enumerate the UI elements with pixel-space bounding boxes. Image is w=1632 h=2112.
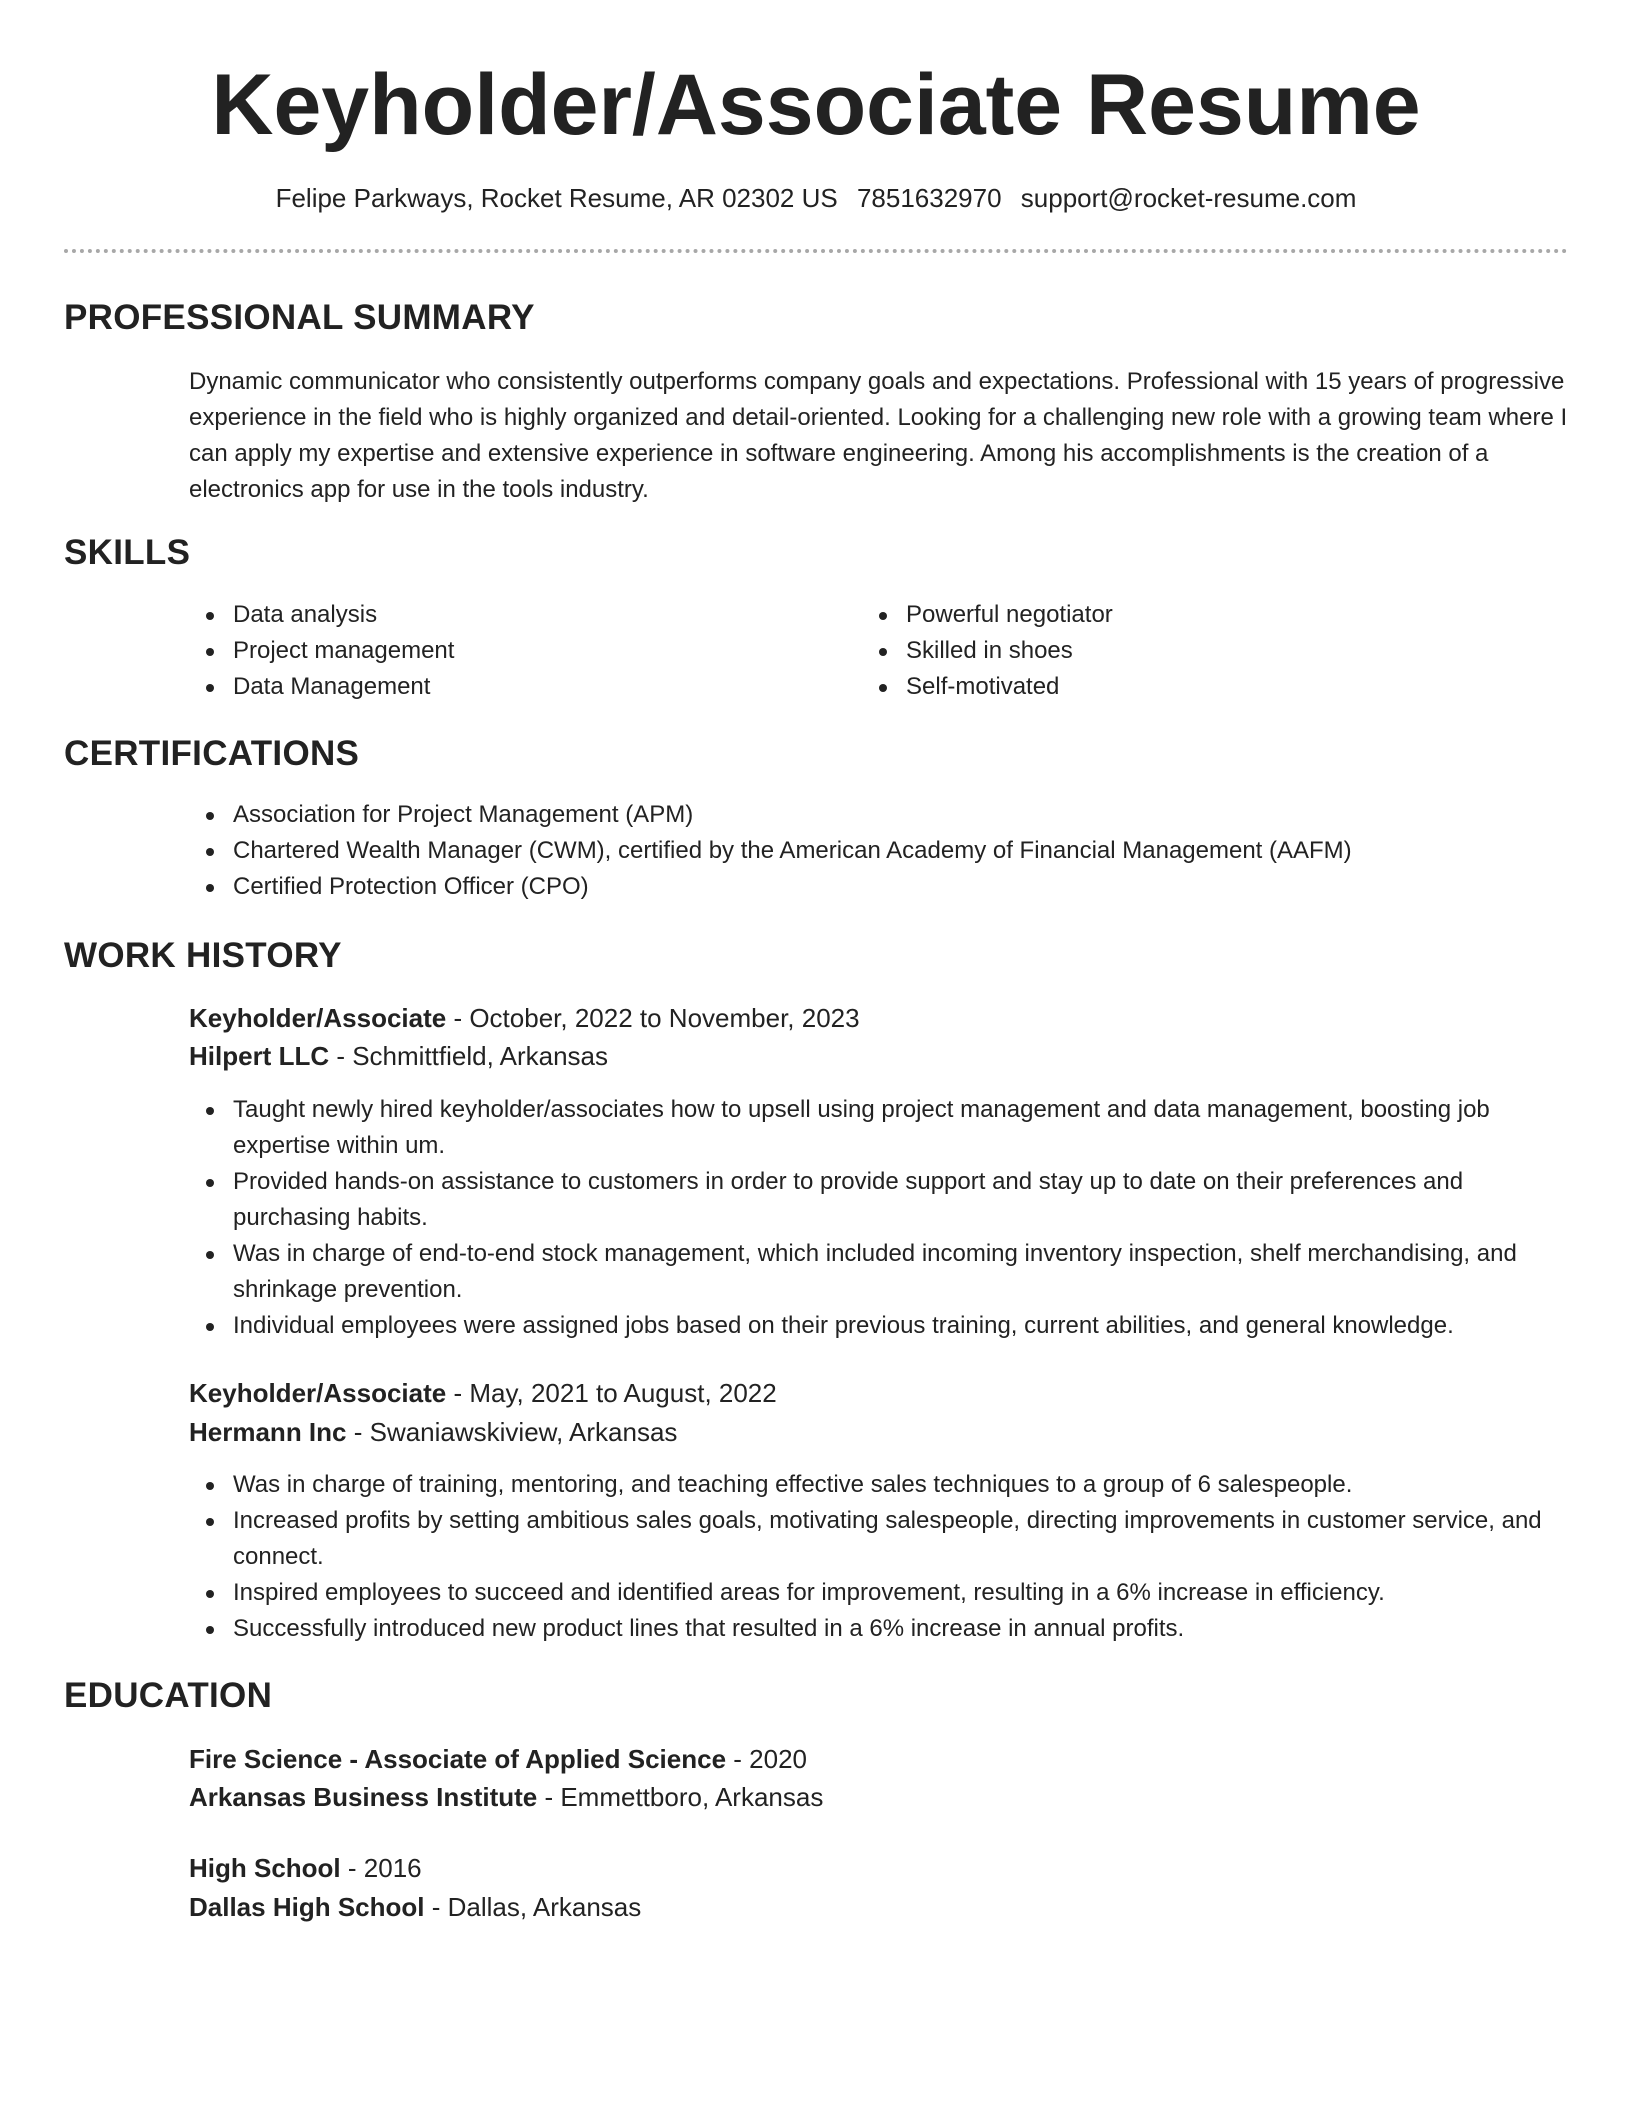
job-bullet: Successfully introduced new product lines that resulted in a 6% increase in annual profits. [189, 1611, 1569, 1647]
education-school: Arkansas Business Institute [189, 1782, 538, 1812]
certification-item: Certified Protection Officer (CPO) [189, 869, 1569, 905]
education-degree: High School [189, 1853, 341, 1883]
education-location: - Emmettboro, Arkansas [537, 1782, 824, 1812]
job-title: Keyholder/Associate [189, 1003, 447, 1033]
header-divider [64, 249, 1568, 253]
job-company: Hilpert LLC [189, 1041, 330, 1071]
summary-heading: PROFESSIONAL SUMMARY [64, 298, 535, 337]
skill-item: Self-motivated [862, 669, 1562, 705]
certification-item: Association for Project Management (APM) [189, 797, 1569, 833]
job-title: Keyholder/Associate [189, 1378, 447, 1408]
skill-item: Powerful negotiator [862, 597, 1562, 633]
certifications-list [189, 797, 1569, 905]
education-school: Dallas High School [189, 1892, 425, 1922]
job-bullet: Provided hands-on assistance to customers in order to provide support and stay up to date on their preferences and purchasing habits. [189, 1164, 1569, 1236]
education-degree: Fire Science - Associate of Applied Science [189, 1744, 727, 1774]
job-bullets [189, 1467, 1569, 1647]
job-location: - Swaniawskiview, Arkansas [346, 1417, 678, 1447]
skill-item: Project management [189, 633, 849, 669]
resume-title: Keyholder/Associate Resume [211, 57, 1421, 153]
job-company: Hermann Inc [189, 1417, 347, 1447]
job-title-line [189, 999, 860, 1037]
certification-item: Chartered Wealth Manager (CWM), certified by the American Academy of Financial Management (AAFM) [189, 833, 1569, 869]
education-degree-line [189, 1740, 807, 1778]
skill-item: Skilled in shoes [862, 633, 1562, 669]
contact-phone: 7851632970 [856, 183, 1002, 213]
education-school-line [189, 1888, 641, 1926]
job-bullets [189, 1092, 1569, 1344]
job-bullet: Increased profits by setting ambitious sales goals, motivating salespeople, directing improvements in customer service, and connect. [189, 1503, 1569, 1575]
job-bullet: Taught newly hired keyholder/associates how to upsell using project management and data management, boosting job expertise within um. [189, 1092, 1569, 1164]
education-location: - Dallas, Arkansas [424, 1892, 642, 1922]
job-title-line [189, 1374, 777, 1412]
certifications-heading: CERTIFICATIONS [64, 734, 360, 773]
job-bullet: Individual employees were assigned jobs based on their previous training, current abilities, and general knowledge. [189, 1308, 1569, 1344]
summary-text: Dynamic communicator who consistently outperforms company goals and expectations. Professional with 15 years of progressive experience in the field who is highly organized and detail-oriented. Looking for a challenging new role with a growing team where I can apply my expertise and extensive experience in software engineering. Among his accomplishments is the creation of a electronics app for use in the tools industry. [189, 368, 1568, 503]
skills-list-left [189, 597, 849, 705]
skill-item: Data Management [189, 669, 849, 705]
education-degree-line [189, 1849, 422, 1887]
job-dates: - October, 2022 to November, 2023 [446, 1003, 860, 1033]
job-bullet: Inspired employees to succeed and identified areas for improvement, resulting in a 6% increase in efficiency. [189, 1575, 1569, 1611]
education-heading: EDUCATION [64, 1676, 273, 1715]
skill-item: Data analysis [189, 597, 849, 633]
skills-list-right [862, 597, 1562, 705]
contact-address: Felipe Parkways, Rocket Resume, AR 02302 US [275, 183, 838, 213]
job-company-line [189, 1413, 677, 1451]
job-bullet: Was in charge of end-to-end stock management, which included incoming inventory inspection, shelf merchandising, and shrinkage prevention. [189, 1236, 1569, 1308]
job-company-line [189, 1037, 608, 1075]
education-school-line [189, 1778, 823, 1816]
job-dates: - May, 2021 to August, 2022 [446, 1378, 777, 1408]
education-year: - 2020 [726, 1744, 807, 1774]
education-year: - 2016 [340, 1853, 422, 1883]
job-bullet: Was in charge of training, mentoring, and teaching effective sales techniques to a group of 6 salespeople. [189, 1467, 1569, 1503]
contact-email: support@rocket-resume.com [1020, 183, 1357, 213]
job-location: - Schmittfield, Arkansas [329, 1041, 608, 1071]
contact-line [0, 181, 1632, 215]
work-history-heading: WORK HISTORY [64, 936, 342, 975]
skills-heading: SKILLS [64, 533, 191, 572]
